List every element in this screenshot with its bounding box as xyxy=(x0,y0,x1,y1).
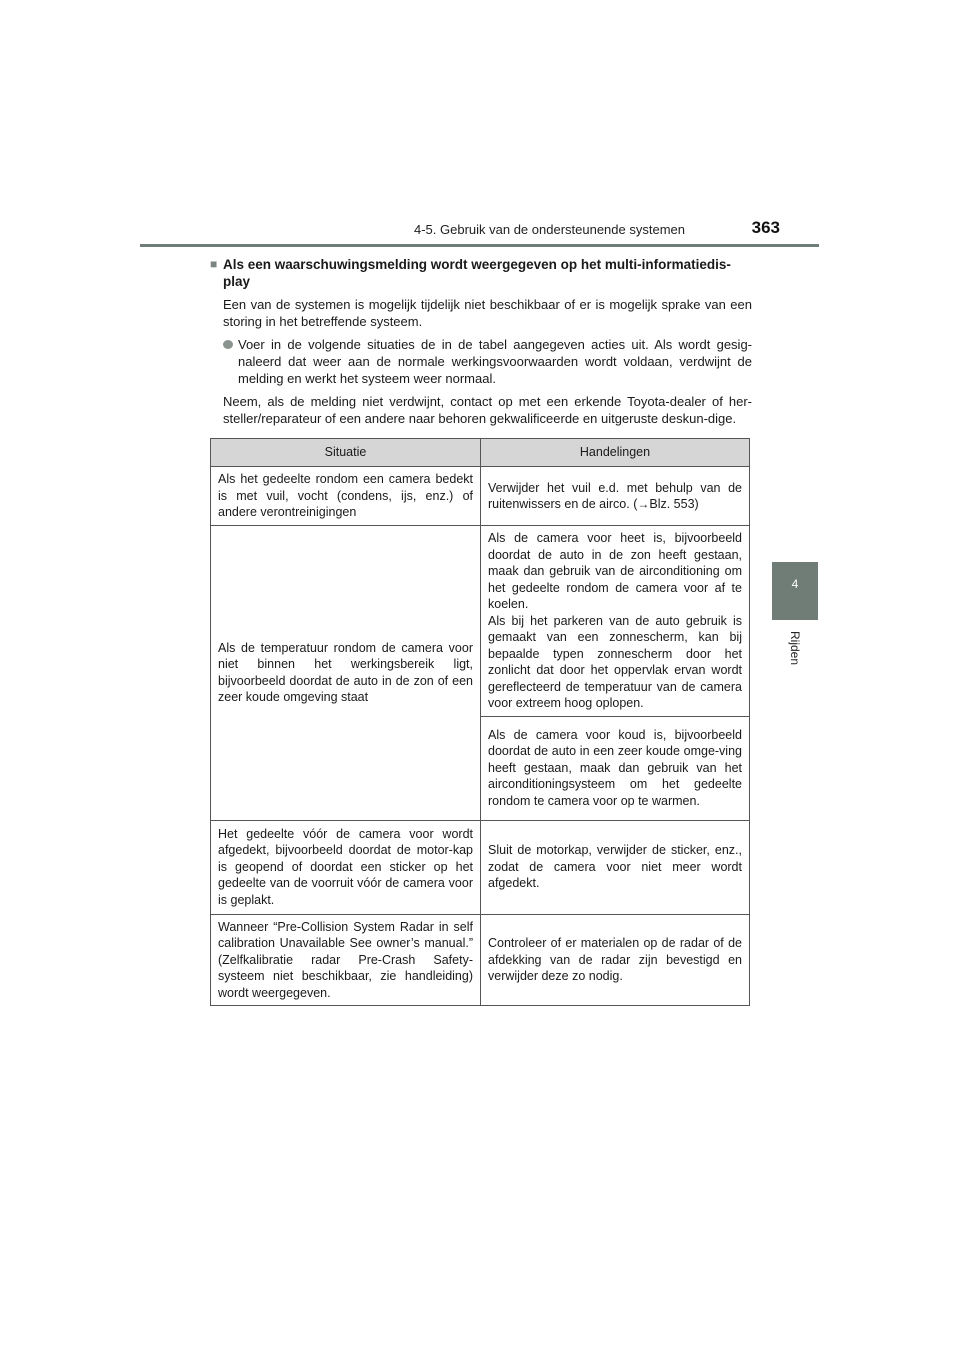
situation-cell: Als het gedeelte rondom een camera bedekt is met vuil, vocht (condens, ijs, enz.) of andere verontreinigingen xyxy=(211,467,481,526)
warning-table xyxy=(210,438,750,1006)
action-text: Als de camera voor heet is, bijvoorbeeld doordat de auto in de zon heeft gestaan, maak dan gebruik van de airconditioning om het gedeelte rondom de camera voor af te koelen. xyxy=(488,531,742,611)
intro-paragraph: Een van de systemen is mogelijk tijdelijk niet beschikbaar of er is mogelijk sprake van een storing in het betreffende systeem. xyxy=(223,297,752,329)
chapter-number: 4 xyxy=(791,577,799,591)
bullet-text: Voer in de volgende situaties de in de tabel aangegeven acties uit. Als wordt gesig-naleerd dat weer aan de normale werkingsvoorwaarden wordt voldaan, verdwijnt de melding en werkt het systeem weer normaal. xyxy=(238,337,752,386)
chapter-tab xyxy=(772,562,818,620)
situation-cell: Het gedeelte vóór de camera voor wordt afgedekt, bijvoorbeeld doordat de motor-kap is geopend of doordat een sticker op het gedeelte van de voorruit vóór de camera voor is geplakt. xyxy=(211,820,481,914)
chapter-label xyxy=(772,626,818,670)
action-text: Verwijder het vuil e.d. met behulp van de ruitenwissers en de airco. ( xyxy=(488,480,742,511)
heading-text: Als een waarschuwingsmelding wordt weergegeven op het multi-informatiedis-play xyxy=(223,257,731,289)
header-divider xyxy=(140,244,819,247)
action-cell: Controleer of er materialen op de radar of de afdekking van de radar zijn bevestigd en verwijder deze zo nodig. xyxy=(481,914,750,1006)
header-situation: Situatie xyxy=(211,439,481,467)
table-row xyxy=(211,820,750,914)
square-bullet-icon: ■ xyxy=(210,257,218,271)
situation-cell: Als de temperatuur rondom de camera voor niet binnen het werkingsbereik ligt, bijvoorbeeld doordat de auto in de zon of een zeer koude omgeving staat xyxy=(211,526,481,821)
bullet-item xyxy=(223,336,752,387)
situation-cell: Wanneer “Pre-Collision System Radar in self calibration Unavailable See owner’s manual.” (Zelfkalibratie radar Pre-Crash Safety-systeem niet beschikbaar, zie handleiding) wordt weergegeven. xyxy=(211,914,481,1006)
section-heading xyxy=(210,256,752,290)
section-content xyxy=(210,256,752,427)
page-number: 363 xyxy=(751,218,780,237)
action-text: Als bij het parkeren van de auto gebruik is gemaakt van een zonnescherm, kan bij bepaalde typen zonnescherm door het zonlicht dat door het oppervlak ervan wordt gereflecteerd de temperatuur van de camera voor extreem hoog oplopen. xyxy=(488,613,742,710)
section-title: 4-5. Gebruik van de ondersteunende systemen xyxy=(413,222,685,237)
table-row xyxy=(211,467,750,526)
table-header-row xyxy=(211,439,750,467)
action-cell: Sluit de motorkap, verwijder de sticker, enz., zodat de camera voor niet meer wordt afgedekt. xyxy=(481,820,750,914)
page-reference: Blz. 553) xyxy=(649,497,699,511)
circle-bullet-icon xyxy=(223,340,233,349)
chapter-label-text: Rijden xyxy=(788,630,802,666)
action-cell: Als de camera voor koud is, bijvoorbeeld doordat de auto in een zeer koude omge-ving heeft gestaan, maak dan gebruik van het airconditioningsysteem om het gedeelte rondom te camera voor op te warmen. xyxy=(481,716,750,820)
action-cell xyxy=(481,467,750,526)
action-cell xyxy=(481,526,750,717)
table-row xyxy=(211,914,750,1006)
header-actions: Handelingen xyxy=(481,439,750,467)
page-header xyxy=(140,218,780,238)
arrow-right-icon: → xyxy=(637,497,650,511)
note-paragraph: Neem, als de melding niet verdwijnt, contact op met een erkende Toyota-dealer of her-steller/reparateur of een andere naar behoren gekwalificeerde en uitgeruste deskun-dige. xyxy=(223,394,752,426)
table-row xyxy=(211,526,750,717)
